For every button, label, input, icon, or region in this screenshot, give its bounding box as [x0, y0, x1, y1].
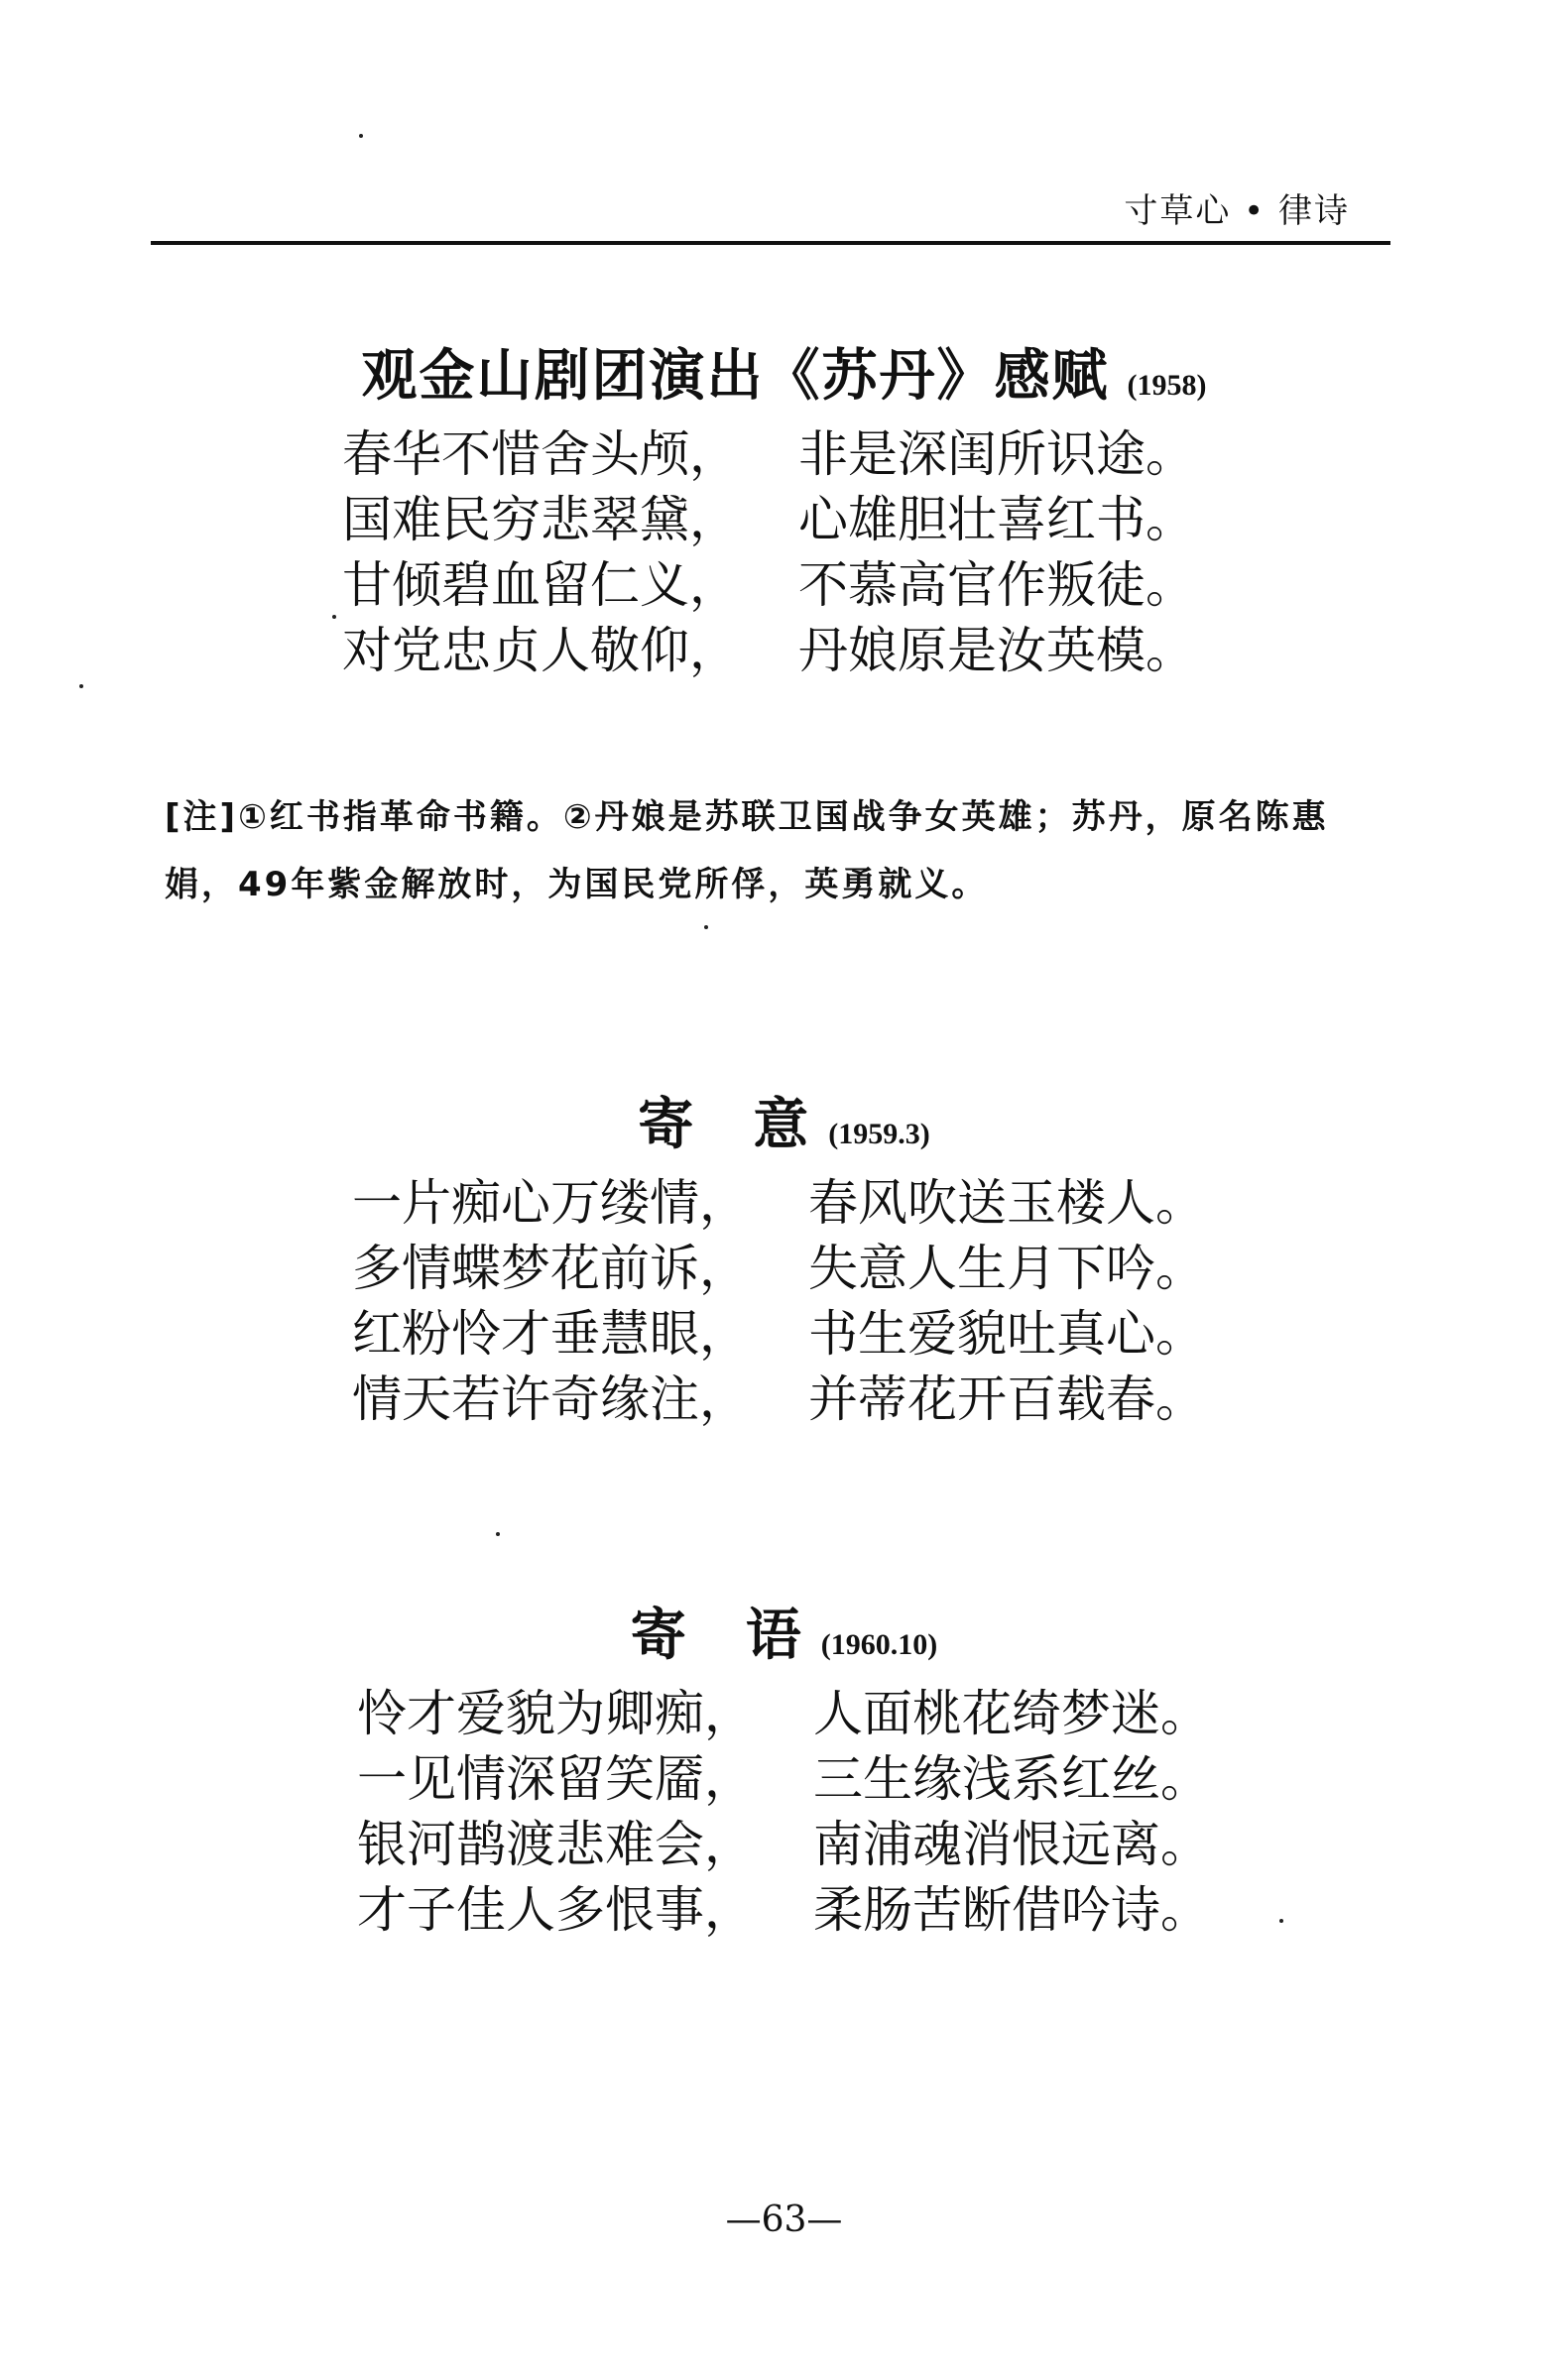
scan-speck [79, 684, 83, 688]
running-header: 寸草心 • 律诗 [1124, 191, 1350, 231]
line-second-half: 非是深闺所识途。 [798, 425, 1195, 483]
poem-line [357, 1681, 1210, 1746]
line-second-half: 丹娘原是汝英模。 [798, 622, 1195, 679]
line-second-half: 春风吹送玉楼人。 [808, 1174, 1205, 1232]
poem-date: (1958) [1127, 369, 1207, 402]
line-second-half: 南浦魂消恨远离。 [813, 1816, 1210, 1873]
line-first-half: 国难民穷悲翠黛， [342, 491, 739, 548]
line-first-half: 银河鹊渡悲难会， [357, 1816, 754, 1873]
poem-line [352, 1367, 1205, 1432]
line-second-half: 失意人生月下吟。 [808, 1240, 1205, 1297]
line-first-half: 多情蝶梦花前诉， [352, 1240, 749, 1297]
line-first-half: 情天若许奇缘注， [352, 1370, 749, 1428]
scan-speck [1279, 1919, 1283, 1923]
scan-speck [332, 615, 336, 619]
line-first-half: 一片痴心万缕情， [352, 1174, 749, 1232]
footnote: [注]①红书指革命书籍。②丹娘是苏联卫国战争女英雄；苏丹，原名陈惠娟，49年紫金解放时，为国民党所俘，英勇就义。 [165, 797, 1329, 904]
line-second-half: 人面桃花绮梦迷。 [813, 1685, 1210, 1742]
poem-line [352, 1301, 1205, 1367]
page-number: —63— [725, 2200, 843, 2240]
poem-1-lines [342, 421, 1195, 683]
poem-line [357, 1877, 1210, 1943]
line-second-half: 心雄胆壮喜红书。 [798, 491, 1195, 548]
line-first-half: 对党忠贞人敬仰， [342, 622, 739, 679]
poem-3 [0, 1592, 1568, 1671]
line-second-half: 不慕高官作叛徒。 [798, 556, 1195, 614]
poem-date: (1959.3) [828, 1118, 930, 1150]
line-second-half: 柔肠苦断借吟诗。 [813, 1881, 1210, 1939]
poem-line [342, 487, 1195, 552]
line-second-half: 并蒂花开百载春。 [808, 1370, 1205, 1428]
poem-title: 观金山剧团演出《苏丹》感赋 [361, 344, 1110, 409]
line-first-half: 才子佳人多恨事， [357, 1881, 754, 1939]
poem-line [352, 1236, 1205, 1301]
poem-line [357, 1746, 1210, 1812]
scan-speck [704, 925, 708, 929]
line-second-half: 三生缘浅系红丝。 [813, 1750, 1210, 1808]
header-rule [151, 241, 1390, 245]
poem-title-row [0, 332, 1568, 412]
line-first-half: 怜才爱貌为卿痴， [357, 1685, 754, 1742]
poem-3-lines [357, 1681, 1210, 1943]
scan-speck [496, 1532, 500, 1536]
line-first-half: 甘倾碧血留仁义， [342, 556, 739, 614]
poem-line [342, 421, 1195, 487]
poem-2-lines [352, 1170, 1205, 1432]
poem-1 [0, 332, 1568, 412]
line-first-half: 红粉怜才垂慧眼， [352, 1305, 749, 1363]
line-first-half: 一见情深留笑靥， [357, 1750, 754, 1808]
poem-2 [0, 1081, 1568, 1160]
poem-title: 寄 语 [630, 1604, 803, 1668]
scan-speck [359, 134, 363, 138]
poem-date: (1960.10) [820, 1628, 938, 1661]
poem-line [342, 552, 1195, 618]
line-first-half: 春华不惜舍头颅， [342, 425, 739, 483]
poem-line [357, 1812, 1210, 1877]
poem-line [352, 1170, 1205, 1236]
poem-line [342, 618, 1195, 683]
poem-title-row [0, 1592, 1568, 1671]
poem-title-row [0, 1081, 1568, 1160]
poem-title: 寄 意 [638, 1093, 811, 1157]
line-second-half: 书生爱貌吐真心。 [808, 1305, 1205, 1363]
